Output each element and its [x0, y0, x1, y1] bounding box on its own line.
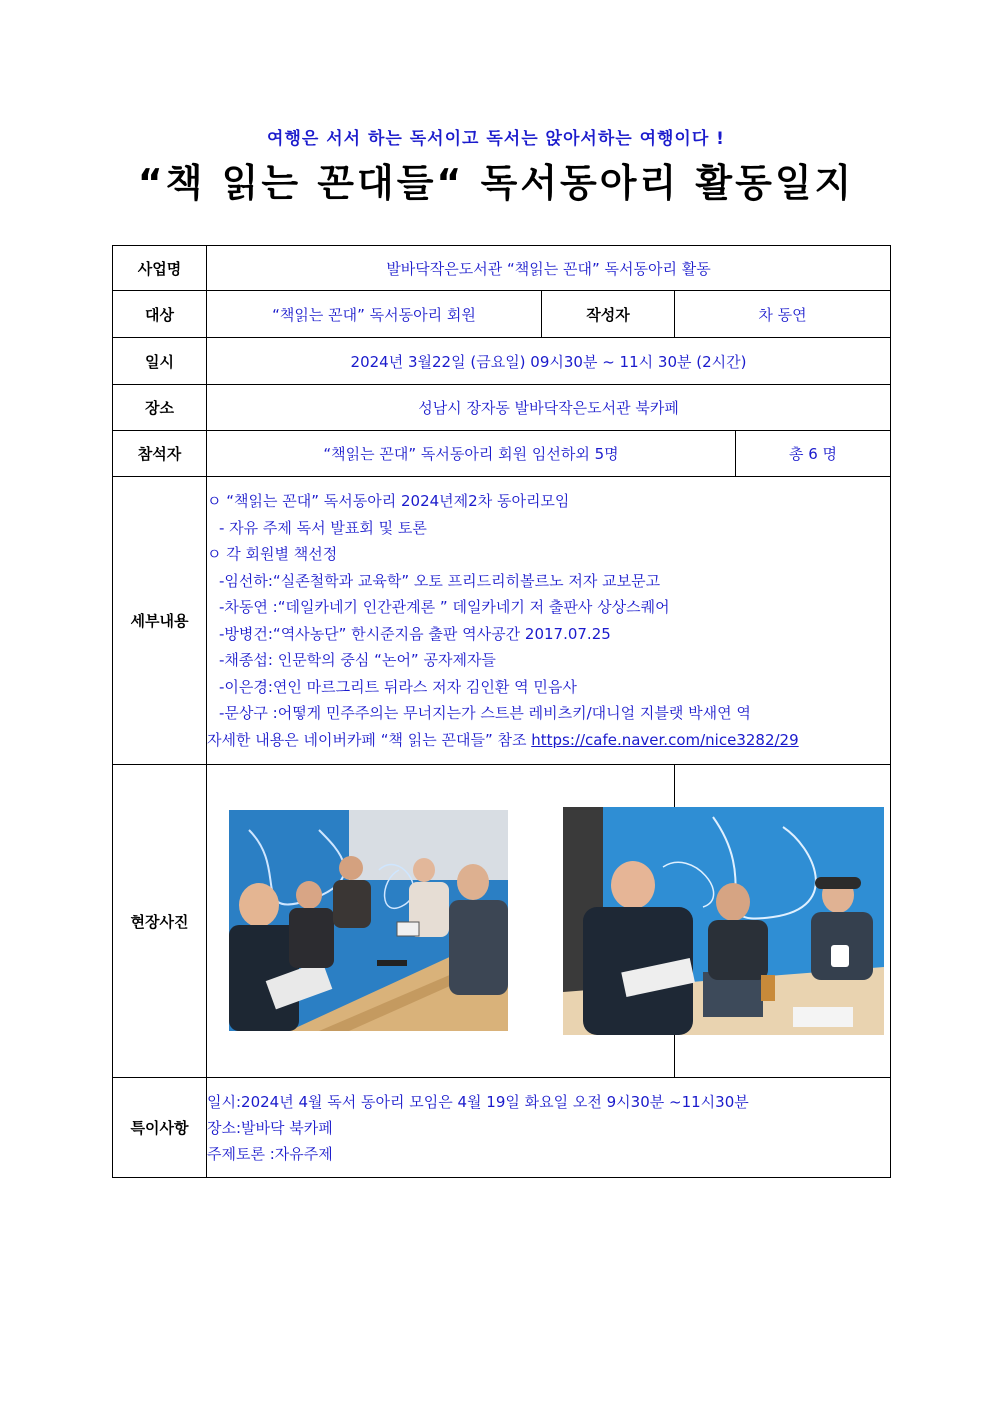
note-line: 장소:발바닥 북카페 — [207, 1118, 333, 1137]
row-details — [113, 477, 891, 765]
target-label: 대상 — [113, 291, 207, 338]
details-content — [207, 477, 891, 765]
detail-line: -방병건:“역사농단” 한시준지음 출판 역사공간 2017.07.25 — [219, 624, 611, 643]
place-label: 장소 — [113, 385, 207, 431]
meeting-photo-1 — [229, 810, 508, 1031]
project-value: 발바닥작은도서관 “책읽는 꼰대” 독서동아리 활동 — [207, 246, 891, 291]
details-label: 세부내용 — [113, 477, 207, 765]
notes-label: 특이사항 — [113, 1078, 207, 1178]
writer-value: 차 동연 — [675, 291, 891, 338]
date-label: 일시 — [113, 338, 207, 385]
row-notes — [113, 1078, 891, 1178]
row-attendees — [113, 431, 891, 477]
detail-line: -이은경:연인 마르그리트 뒤라스 저자 김인환 역 민음사 — [219, 677, 577, 696]
meeting-photo-2 — [563, 807, 884, 1035]
row-place — [113, 385, 891, 431]
activity-log-table — [112, 245, 891, 1178]
detail-line: -채종섭: 인문학의 중심 “논어” 공자제자들 — [219, 651, 496, 669]
photos-label: 현장사진 — [113, 765, 207, 1078]
detail-line: - 자유 주제 독서 발표회 및 토론 — [219, 518, 427, 537]
target-value: “책읽는 꼰대” 독서동아리 회원 — [207, 291, 542, 338]
notes-content — [207, 1078, 891, 1178]
detail-line: ㅇ “책읽는 꼰대” 독서동아리 2024년제2차 동아리모임 — [207, 492, 570, 510]
detail-line: ㅇ 각 회원별 책선정 — [207, 545, 338, 563]
cafe-link[interactable]: https://cafe.naver.com/nice3282/29 — [531, 730, 799, 749]
attendees-total: 총 6 명 — [736, 431, 891, 477]
date-value: 2024년 3월22일 (금요일) 09시30분 ~ 11시 30분 (2시간) — [207, 338, 891, 385]
place-value: 성남시 장자동 발바닥작은도서관 북카페 — [207, 385, 891, 431]
row-date — [113, 338, 891, 385]
note-line: 주제토론 :자유주제 — [207, 1144, 333, 1163]
writer-label: 작성자 — [542, 291, 675, 338]
attendees-value: “책읽는 꼰대” 독서동아리 회원 임선하외 5명 — [207, 431, 736, 477]
row-target — [113, 291, 891, 338]
note-line: 일시:2024년 4월 독서 동아리 모임은 4월 19일 화요일 오전 9시30분 ~11시30분 — [207, 1092, 749, 1111]
page-subtitle: 여행은 서서 하는 독서이고 독서는 앉아서하는 여행이다 ! — [267, 129, 725, 149]
detail-line: -문상구 :어떻게 민주주의는 무너지는가 스트븐 레비츠키/대니얼 지블랫 박새연 역 — [219, 704, 751, 722]
reference-line — [207, 727, 890, 754]
detail-line: -임선하:“실존철학과 교육학” 오토 프리드리히볼르노 저자 교보문고 — [219, 571, 661, 590]
reference-text: 자세한 내용은 네이버카페 “책 읽는 꼰대들” 참조 — [207, 730, 532, 749]
project-label: 사업명 — [113, 246, 207, 291]
attendees-label: 참석자 — [113, 431, 207, 477]
detail-line: -차동연 :“데일카네기 인간관계론 ” 데일카네기 저 출판사 상상스퀘어 — [219, 598, 670, 616]
page-title: “책 읽는 꼰대들“ 독서동아리 활동일지 — [137, 161, 855, 205]
row-project — [113, 246, 891, 291]
